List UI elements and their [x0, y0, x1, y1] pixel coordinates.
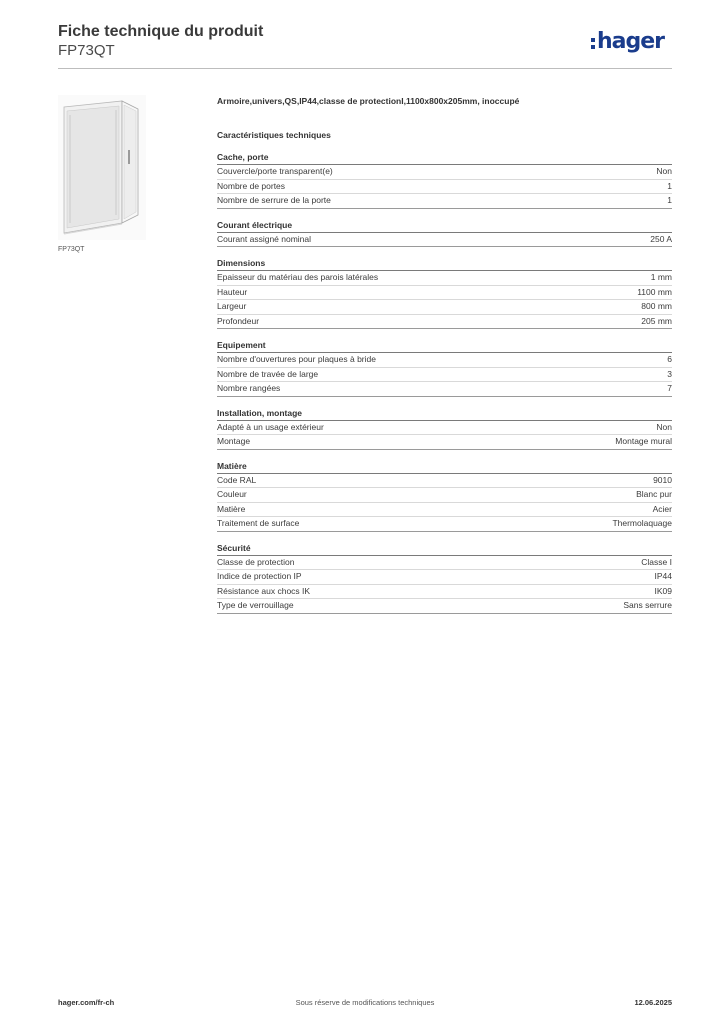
table-row — [217, 474, 672, 489]
section-title: Dimensions — [217, 257, 672, 271]
row-value: 3 — [667, 368, 672, 379]
spec-content — [217, 95, 672, 624]
row-label: Largeur — [217, 301, 247, 311]
row-value: Non — [656, 421, 672, 432]
section-title: Cache, porte — [217, 151, 672, 165]
table-row — [217, 488, 672, 503]
row-label: Résistance aux chocs IK — [217, 585, 311, 596]
section-securite — [217, 542, 672, 614]
row-label: Adapté à un usage extérieur — [217, 421, 324, 432]
row-value: IP44 — [654, 571, 672, 581]
section-courant-electrique — [217, 219, 672, 248]
footer-link[interactable]: hager.com/fr-ch — [58, 998, 115, 1007]
row-label: Couvercle/porte transparent(e) — [217, 166, 333, 176]
row-label: Hauteur — [217, 286, 248, 297]
row-value: Non — [656, 166, 672, 176]
table-row — [217, 315, 672, 330]
table-row — [217, 194, 672, 209]
row-label: Nombre de portes — [217, 180, 286, 191]
logo-text: hager — [597, 29, 665, 54]
table-row — [217, 517, 672, 532]
page-header — [58, 22, 263, 60]
row-label: Courant assigné nominal — [217, 233, 312, 244]
table-row — [217, 353, 672, 368]
product-code: FP73QT — [58, 42, 115, 59]
table-row — [217, 556, 672, 571]
row-label: Nombre de serrure de la porte — [217, 195, 331, 205]
row-label: Montage — [217, 436, 251, 446]
row-label: Code RAL — [217, 474, 257, 485]
row-label: Profondeur — [217, 315, 260, 326]
row-label: Classe de protection — [217, 556, 295, 567]
row-label: Nombre rangées — [217, 383, 281, 393]
hager-logo — [591, 27, 664, 57]
section-cache-porte — [217, 151, 672, 209]
row-value: Blanc pur — [636, 489, 672, 499]
table-row — [217, 421, 672, 436]
row-label: Nombre de travée de large — [217, 368, 319, 379]
row-value: 205 mm — [641, 315, 672, 326]
table-row — [217, 300, 672, 315]
row-value: 250 A — [650, 233, 672, 244]
row-value: 1100 mm — [637, 286, 672, 297]
footer-note: Sous réserve de modifications techniques — [295, 998, 435, 1007]
table-row — [217, 382, 672, 397]
table-row — [217, 286, 672, 301]
row-value: 800 mm — [641, 301, 672, 311]
tech-heading: Caractéristiques techniques — [217, 130, 331, 140]
footer-date: 12.06.2025 — [634, 998, 672, 1007]
row-label: Indice de protection IP — [217, 571, 302, 581]
logo-dots-icon — [591, 38, 595, 49]
row-label: Matière — [217, 503, 246, 514]
row-label: Traitement de surface — [217, 518, 300, 528]
section-installation-montage — [217, 407, 672, 450]
row-value: Classe I — [641, 556, 672, 567]
row-label: Nombre d'ouvertures pour plaques à bride — [217, 354, 376, 364]
row-value: 6 — [667, 354, 672, 364]
product-description: Armoire,univers,QS,IP44,classe de protectionI,1100x800x205mm, inoccupé — [217, 96, 520, 106]
page-title: Fiche technique du produit — [58, 23, 264, 40]
table-row — [217, 165, 672, 180]
section-dimensions — [217, 257, 672, 329]
section-matiere — [217, 460, 672, 532]
row-value: Thermolaquage — [612, 518, 672, 528]
section-title: Installation, montage — [217, 407, 672, 421]
row-value: 1 — [667, 195, 672, 205]
table-row — [217, 435, 672, 450]
table-row — [217, 599, 672, 614]
row-value: Acier — [652, 503, 672, 514]
table-row — [217, 585, 672, 600]
row-value: Sans serrure — [623, 600, 672, 610]
header-divider — [58, 68, 672, 69]
section-title: Sécurité — [217, 542, 672, 556]
section-title: Courant électrique — [217, 219, 672, 233]
section-title: Matière — [217, 460, 672, 474]
image-caption: FP73QT — [58, 246, 85, 253]
table-row — [217, 271, 672, 286]
row-value: Montage mural — [615, 436, 672, 446]
section-equipement — [217, 339, 672, 397]
section-title: Equipement — [217, 339, 672, 353]
table-row — [217, 570, 672, 585]
row-value: 1 mm — [650, 272, 672, 282]
row-label: Epaisseur du matériau des parois latérales — [217, 272, 379, 282]
row-value: 1 — [667, 180, 672, 191]
table-row — [217, 233, 672, 248]
row-label: Couleur — [217, 489, 247, 499]
table-row — [217, 180, 672, 195]
row-value: IK09 — [654, 585, 672, 596]
table-row — [217, 368, 672, 383]
row-value: 7 — [667, 383, 672, 393]
row-label: Type de verrouillage — [217, 600, 294, 610]
table-row — [217, 503, 672, 518]
cabinet-icon — [58, 95, 146, 240]
row-value: 9010 — [653, 474, 672, 485]
